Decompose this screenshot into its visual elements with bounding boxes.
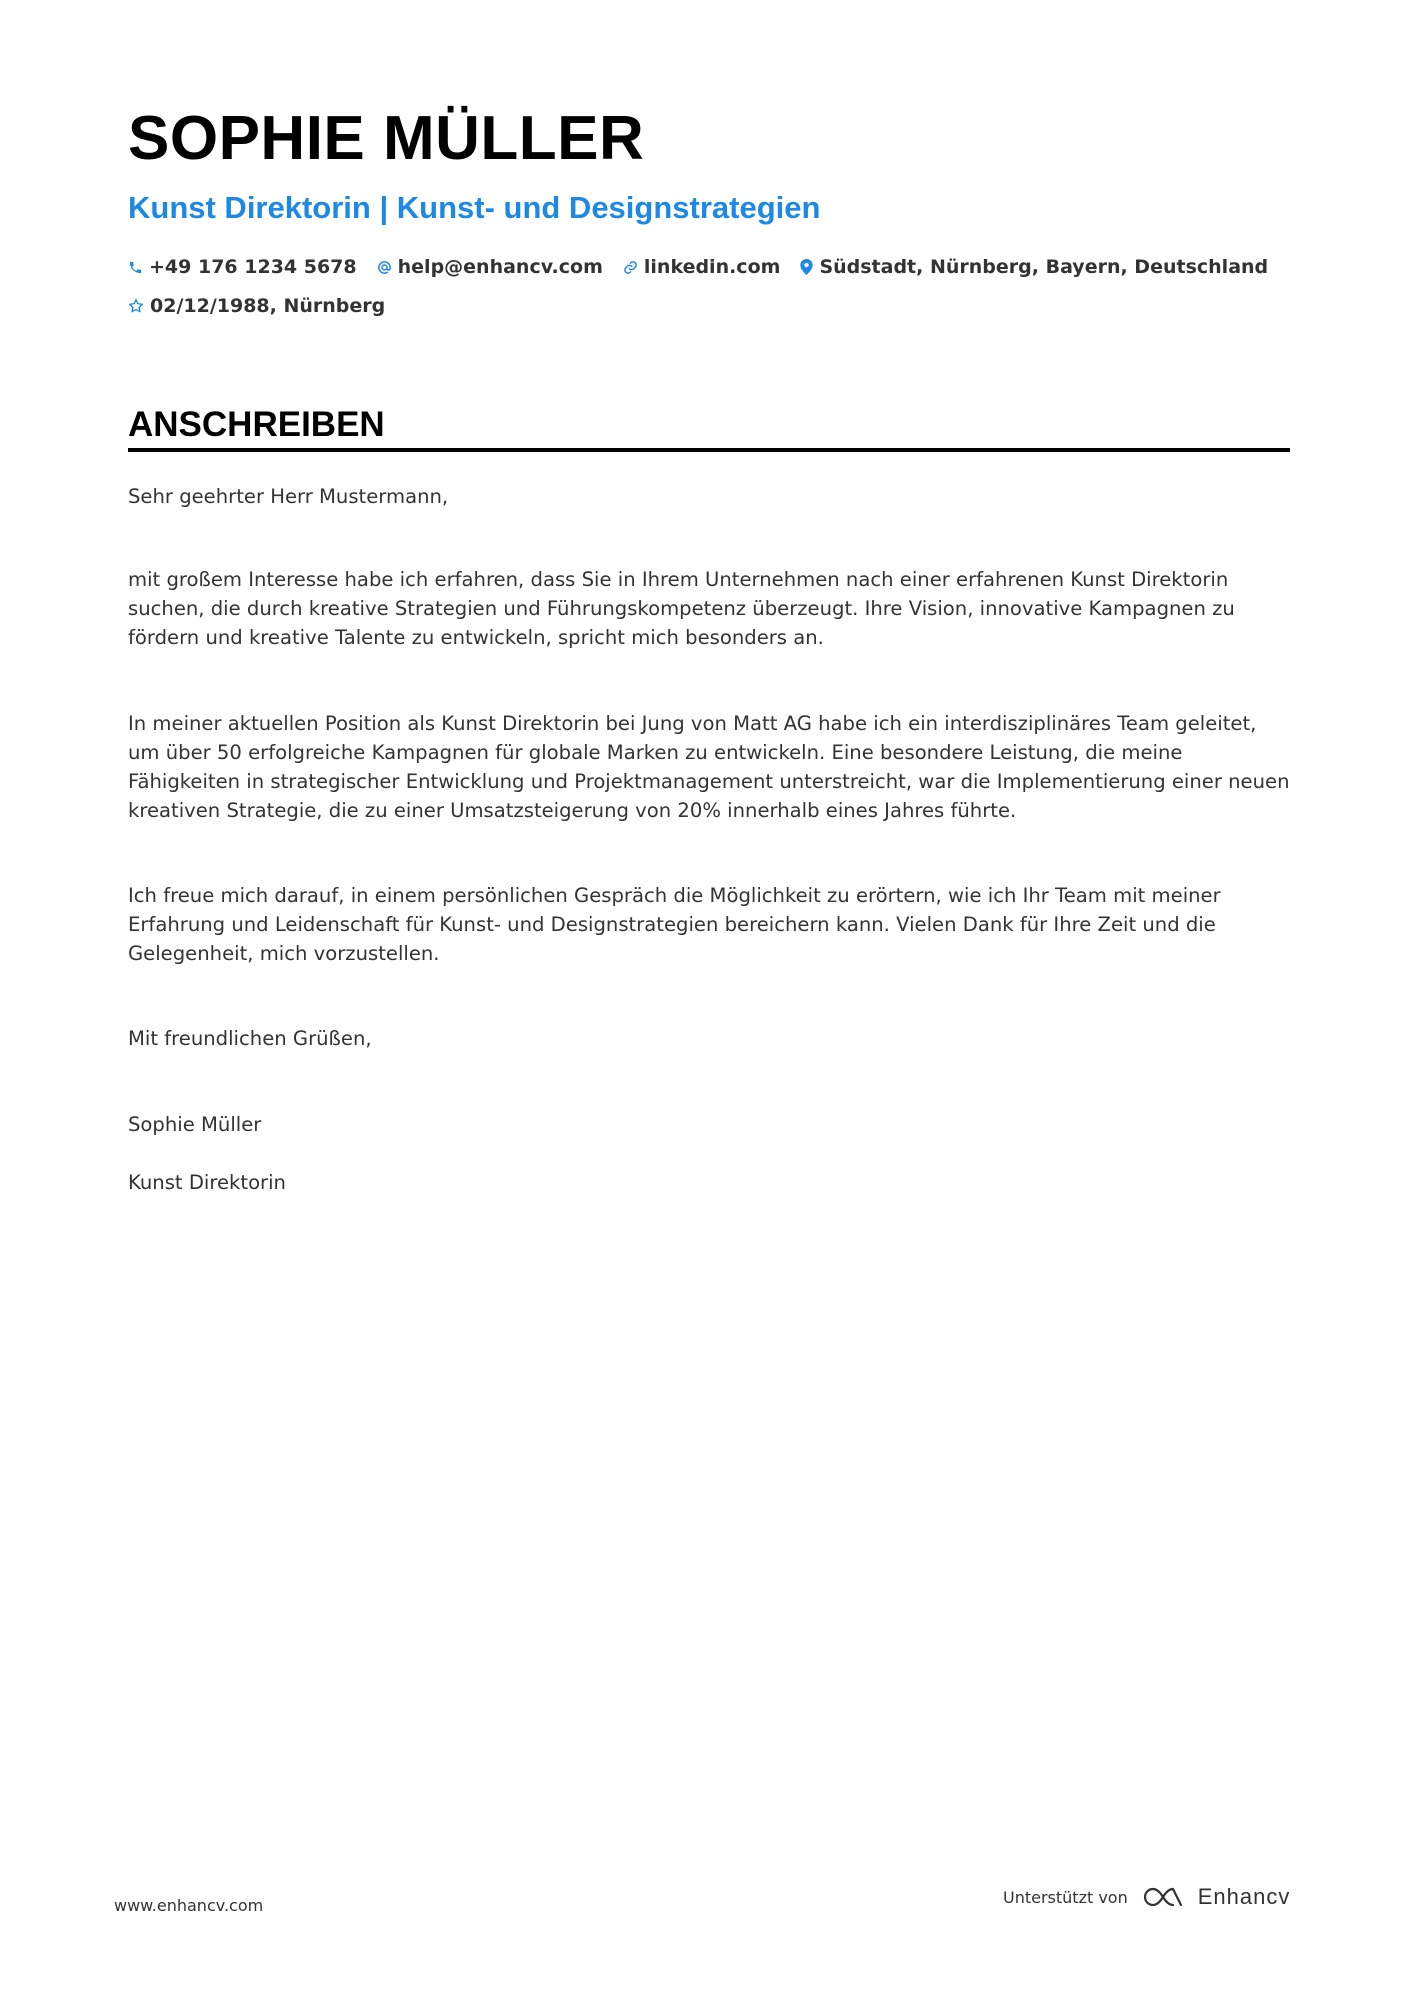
- contact-location-text: Südstadt, Nürnberg, Bayern, Deutschland: [819, 256, 1269, 278]
- phone-icon: [128, 260, 143, 275]
- contact-row-2: [128, 295, 405, 317]
- link-icon: [623, 260, 638, 275]
- letter-paragraph: In meiner aktuellen Position als Kunst Direktorin bei Jung von Matt AG habe ich ein interdisziplinäres Team geleitet, um über 50 erfolgreiche Kampagnen für globale Marken zu entwickeln. Eine besondere Leistung, die meine Fähigkeiten in strategischer Entwicklung und Projektmanagement unterstreicht, war die Implementierung einer neuen kreativen Strategie, die zu einer Umsatzsteigerung von 20% innerhalb eines Jahres führte.: [128, 712, 1290, 822]
- section-divider: [128, 448, 1290, 452]
- contact-phone: [128, 256, 357, 278]
- letter-greeting: Sehr geehrter Herr Mustermann,: [128, 485, 449, 508]
- contact-email-text: help@enhancv.com: [397, 256, 603, 278]
- candidate-name: SOPHIE MÜLLER: [128, 104, 645, 173]
- contact-email[interactable]: [377, 256, 603, 278]
- signature-title: Kunst Direktorin: [128, 1171, 286, 1194]
- powered-by-label: Unterstützt von: [1003, 1887, 1128, 1907]
- contact-linkedin-text: linkedin.com: [643, 256, 781, 278]
- section-title: ANSCHREIBEN: [128, 405, 385, 444]
- location-icon: [800, 259, 813, 275]
- candidate-headline: Kunst Direktorin | Kunst- und Designstrategien: [128, 190, 821, 225]
- letter-closing: Mit freundlichen Grüßen,: [128, 1027, 372, 1050]
- enhancv-logo-icon: [1140, 1885, 1186, 1909]
- footer-brand[interactable]: [1003, 1884, 1290, 1910]
- contact-location: [800, 256, 1268, 278]
- contact-row: [128, 256, 1288, 278]
- contact-linkedin[interactable]: [623, 256, 781, 278]
- at-icon: [377, 260, 392, 275]
- brand-name: Enhancv: [1197, 1884, 1291, 1909]
- footer-url[interactable]: www.enhancv.com: [114, 1896, 264, 1915]
- star-icon: [128, 298, 144, 314]
- letter-paragraph: Ich freue mich darauf, in einem persönlichen Gespräch die Möglichkeit zu erörtern, wie ich Ihr Team mit meiner Erfahrung und Leidenschaft für Kunst- und Designstrategien bereichern kann. Vielen Dank für Ihre Zeit und die Gelegenheit, mich vorzustellen.: [128, 884, 1221, 965]
- contact-birth: [128, 295, 385, 317]
- signature-name: Sophie Müller: [128, 1113, 262, 1136]
- contact-birth-text: 02/12/1988, Nürnberg: [150, 295, 386, 317]
- contact-phone-text: +49 176 1234 5678: [149, 256, 357, 278]
- letter-paragraph: mit großem Interesse habe ich erfahren, dass Sie in Ihrem Unternehmen nach einer erfahrenen Kunst Direktorin suchen, die durch kreative Strategien und Führungskompetenz überzeugt. Ihre Vision, innovative Kampagnen zu fördern und kreative Talente zu entwickeln, spricht mich besonders an.: [128, 568, 1235, 649]
